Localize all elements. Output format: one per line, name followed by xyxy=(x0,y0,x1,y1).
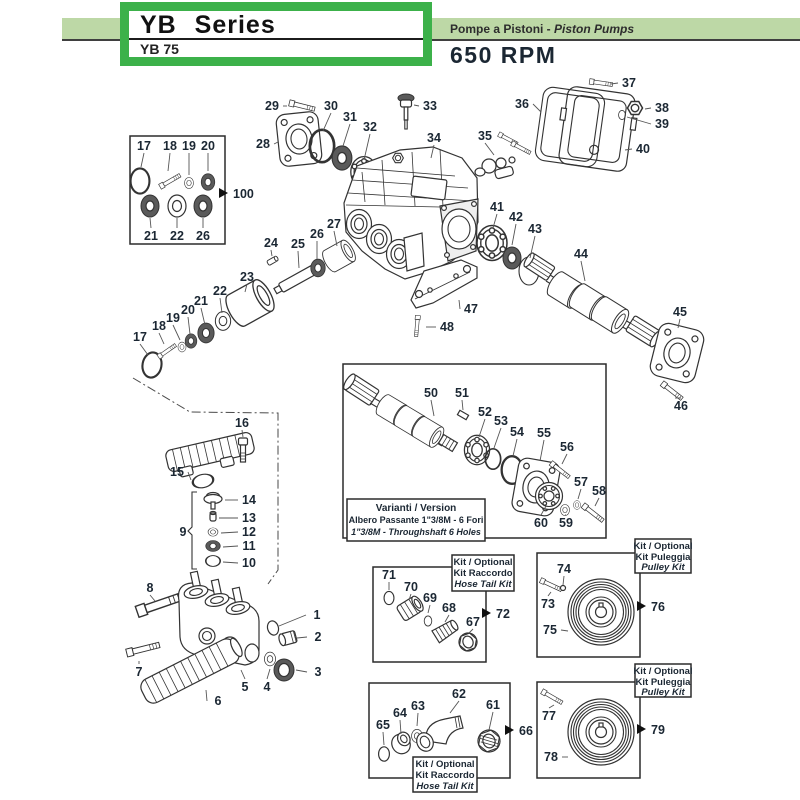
part-label-50: 50 xyxy=(424,386,438,400)
leader-line-18 xyxy=(159,333,164,344)
part-label-7: 7 xyxy=(135,665,143,679)
leader-line-30 xyxy=(323,113,331,131)
part-label-8: 8 xyxy=(146,581,154,595)
part-label-60: 60 xyxy=(534,516,548,530)
part-label-11: 11 xyxy=(242,539,256,553)
part-label-14: 14 xyxy=(242,493,256,507)
arrow-marker-79 xyxy=(637,724,646,734)
leader-line-4 xyxy=(267,669,270,679)
part-label-36: 36 xyxy=(515,97,529,111)
part-58-bolt xyxy=(581,503,605,523)
part-label-22: 22 xyxy=(213,284,227,298)
leader-line-17 xyxy=(141,153,144,167)
part-label-58: 58 xyxy=(592,484,606,498)
part-41-bearing xyxy=(477,226,507,261)
part-label-38: 38 xyxy=(655,101,669,115)
part-77-bolt xyxy=(541,689,564,705)
part-label-5: 5 xyxy=(241,680,249,694)
leader-line-44 xyxy=(581,261,585,281)
pulley-kit-line3: Pulley Kit xyxy=(641,687,685,698)
part-label-31: 31 xyxy=(343,110,357,124)
part-1-oring xyxy=(266,620,280,637)
part-15-oring xyxy=(192,472,215,489)
part-label-40: 40 xyxy=(636,142,650,156)
part-label-24: 24 xyxy=(264,236,278,250)
part-37-bolt xyxy=(589,79,613,88)
part-label-61: 61 xyxy=(486,698,500,712)
part-label-12: 12 xyxy=(242,525,256,539)
part-label-17: 17 xyxy=(137,139,151,153)
leader-line-17 xyxy=(140,344,148,355)
leader-line-1 xyxy=(279,615,306,626)
hose-kit-line3: Hose Tail Kit xyxy=(454,579,512,590)
part-12-washer xyxy=(208,528,218,536)
part-24-pin xyxy=(267,256,279,266)
leader-line-54 xyxy=(513,439,517,456)
part-label-70: 70 xyxy=(404,580,418,594)
part-74-pin xyxy=(561,586,566,591)
part-label-6: 6 xyxy=(214,694,222,708)
leader-line-73 xyxy=(548,592,551,596)
part-label-53: 53 xyxy=(494,414,508,428)
pulley-kit-2-label-box xyxy=(633,664,692,698)
arrow-marker-76 xyxy=(637,601,646,611)
part-29-bolt xyxy=(289,100,316,112)
leader-line-18 xyxy=(168,153,170,171)
leader-line-51 xyxy=(462,400,463,410)
part-label-10: 10 xyxy=(242,556,256,570)
leader-line-28 xyxy=(274,142,278,144)
leader-line-56 xyxy=(562,454,567,464)
leader-line-61 xyxy=(489,712,493,730)
part-label-76: 76 xyxy=(651,600,665,614)
leader-line-2 xyxy=(297,637,307,638)
part-label-45: 45 xyxy=(673,305,687,319)
part-label-64: 64 xyxy=(393,706,407,720)
leader-line-12 xyxy=(221,532,238,533)
part-label-25: 25 xyxy=(291,237,305,251)
leader-line-8 xyxy=(150,595,155,601)
leader-line-36 xyxy=(533,104,541,112)
part-label-47: 47 xyxy=(464,302,478,316)
pulley-kit-1-label-box xyxy=(633,539,692,573)
part-label-26: 26 xyxy=(196,229,210,243)
leader-line-55 xyxy=(540,440,544,461)
part-7-bolt xyxy=(126,641,161,657)
part-label-37: 37 xyxy=(622,76,636,90)
part-label-68: 68 xyxy=(442,601,456,615)
part-44-crankshaft-drawing xyxy=(522,252,667,351)
leader-line-42 xyxy=(512,224,516,245)
part-label-4: 4 xyxy=(263,680,271,694)
part-78-pulley-drawing xyxy=(568,699,634,765)
variant-line3: 1"3/8M - Throughshaft 6 Holes xyxy=(351,527,481,537)
part-label-15: 15 xyxy=(170,465,184,479)
leader-line-69 xyxy=(428,605,430,613)
hose-kit-1-label-box xyxy=(452,555,514,591)
part-label-48: 48 xyxy=(440,320,454,334)
pulley-kit-line2: Kit Puleggia xyxy=(635,677,691,688)
part-label-59: 59 xyxy=(559,516,573,530)
part-26-seal xyxy=(311,259,325,277)
part-label-63: 63 xyxy=(411,699,425,713)
variant-label-box xyxy=(347,499,485,541)
part-label-18: 18 xyxy=(163,139,177,153)
leader-line-57 xyxy=(578,489,581,499)
part-51-key xyxy=(457,410,468,419)
subtitle-italian: Pompe a Pistoni - xyxy=(450,21,555,36)
part-label-41: 41 xyxy=(490,200,504,214)
part-label-57: 57 xyxy=(574,475,588,489)
model-label: YB 75 xyxy=(140,41,179,57)
part-label-21: 21 xyxy=(144,229,158,243)
leader-line-62 xyxy=(450,701,459,713)
leader-line-21 xyxy=(201,308,205,325)
part-label-42: 42 xyxy=(509,210,523,224)
hose-kit-line3: Hose Tail Kit xyxy=(416,781,474,792)
hose-kit-line2: Kit Raccordo xyxy=(453,568,513,579)
part-38-plug xyxy=(628,102,643,115)
leader-line-33 xyxy=(414,105,419,106)
part-label-67: 67 xyxy=(466,615,480,629)
leader-line-10 xyxy=(223,562,238,563)
part-label-2: 2 xyxy=(314,630,322,644)
part-61-nut-drawing xyxy=(475,727,503,755)
leader-line-74 xyxy=(563,576,564,585)
part-label-46: 46 xyxy=(674,399,688,413)
rpm-label: 650 RPM xyxy=(450,42,557,68)
hose-kit-2-parts xyxy=(379,716,503,761)
part-label-39: 39 xyxy=(655,117,669,131)
part-59-nut xyxy=(561,505,570,516)
part-34-crankcase-drawing xyxy=(344,147,478,279)
part-3-cap xyxy=(274,659,294,681)
leader-line-63 xyxy=(417,713,418,726)
part-4-seal xyxy=(264,652,275,666)
part-label-78: 78 xyxy=(544,750,558,764)
part-label-44: 44 xyxy=(574,247,588,261)
hose-kit-2-label-box xyxy=(413,757,477,792)
part-label-71: 71 xyxy=(382,568,396,582)
hose-kit-line1: Kit / Optional xyxy=(453,557,513,568)
leader-line-58 xyxy=(595,498,599,506)
part-label-9: 9 xyxy=(179,525,187,539)
hose-kit-line2: Kit Raccordo xyxy=(415,770,475,781)
part-31-seal xyxy=(332,146,352,170)
leader-line-47 xyxy=(459,300,460,309)
leader-line-20 xyxy=(188,317,190,334)
series-title: YB Series xyxy=(140,11,276,39)
leader-line-24 xyxy=(271,250,272,256)
part-label-74: 74 xyxy=(557,562,571,576)
part-label-21: 21 xyxy=(194,294,208,308)
part-label-73: 73 xyxy=(541,597,555,611)
part-label-77: 77 xyxy=(542,709,556,723)
part-label-35: 35 xyxy=(478,129,492,143)
part-57-washer xyxy=(573,501,580,510)
part-9-bracket xyxy=(188,492,197,569)
leader-line-6 xyxy=(206,690,207,701)
pulley-kit-line2: Kit Puleggia xyxy=(635,552,691,563)
part-label-30: 30 xyxy=(324,99,338,113)
leader-line-3 xyxy=(296,670,307,672)
pulley-kit-line3: Pulley Kit xyxy=(641,562,685,573)
arrow-marker-100 xyxy=(219,188,228,198)
part-label-28: 28 xyxy=(256,137,270,151)
leader-line-75 xyxy=(561,630,568,631)
hose-kit-line1: Kit / Optional xyxy=(415,759,475,770)
leader-line-64 xyxy=(400,720,401,734)
leader-line-65 xyxy=(383,732,384,745)
part-8-bolt xyxy=(135,591,184,618)
leader-line-31 xyxy=(343,124,350,146)
part-label-100: 100 xyxy=(233,187,254,201)
part-label-17: 17 xyxy=(133,330,147,344)
leader-line-50 xyxy=(431,400,434,416)
leader-line-67 xyxy=(469,629,473,633)
variant-shaft-group xyxy=(342,372,469,451)
leader-line-35 xyxy=(485,143,494,155)
leader-line-22 xyxy=(220,298,222,313)
part-73-bolt xyxy=(539,578,562,593)
part-label-32: 32 xyxy=(363,120,377,134)
leader-line-21 xyxy=(150,218,151,228)
leader-line-53 xyxy=(494,428,501,448)
part-14-valve xyxy=(204,493,222,510)
part-label-16: 16 xyxy=(235,416,249,430)
leader-line-5 xyxy=(241,670,245,679)
part-label-54: 54 xyxy=(510,425,524,439)
leader-line-38 xyxy=(645,108,651,109)
part-label-13: 13 xyxy=(242,511,256,525)
pulley-kit-line1: Kit / Optional xyxy=(633,666,693,677)
series-box xyxy=(120,2,432,66)
assembly-axis-line xyxy=(133,378,278,584)
pulley-kit-line1: Kit / Optional xyxy=(633,541,693,552)
part-label-55: 55 xyxy=(537,426,551,440)
part-label-18: 18 xyxy=(152,319,166,333)
category-subtitle xyxy=(450,22,634,36)
part-label-65: 65 xyxy=(376,718,390,732)
variant-line2: Albero Passante 1"3/8M - 6 Fori xyxy=(348,515,484,525)
part-label-23: 23 xyxy=(240,270,254,284)
leader-line-25 xyxy=(298,251,299,268)
part-label-29: 29 xyxy=(265,99,279,113)
part-label-20: 20 xyxy=(201,139,215,153)
part-10-oring xyxy=(206,556,220,567)
part-label-34: 34 xyxy=(427,131,441,145)
leader-line-77 xyxy=(549,705,554,708)
part-2-plug xyxy=(278,630,298,646)
part-label-62: 62 xyxy=(452,687,466,701)
leader-line-52 xyxy=(479,419,485,437)
leader-line-19 xyxy=(173,325,180,340)
part-label-1: 1 xyxy=(313,608,321,622)
variant-line1: Varianti / Version xyxy=(375,503,457,514)
part-48-bolt xyxy=(414,315,421,336)
part-label-56: 56 xyxy=(560,440,574,454)
part-label-22: 22 xyxy=(170,229,184,243)
leader-line-68 xyxy=(445,615,449,622)
part-label-52: 52 xyxy=(478,405,492,419)
part-label-19: 19 xyxy=(182,139,196,153)
part-33-dipstick xyxy=(398,94,414,129)
part-label-43: 43 xyxy=(528,222,542,236)
part-75-pulley-drawing xyxy=(568,579,634,645)
part-label-51: 51 xyxy=(455,386,469,400)
seal-kit-100-parts xyxy=(131,168,215,217)
part-label-33: 33 xyxy=(423,99,437,113)
part-13-valve-part xyxy=(210,511,216,521)
subtitle-english: Piston Pumps xyxy=(554,21,635,36)
leader-line-11 xyxy=(223,546,238,547)
part-11-seal xyxy=(206,541,220,552)
part-label-26: 26 xyxy=(310,227,324,241)
leader-line-32 xyxy=(364,134,370,160)
part-label-79: 79 xyxy=(651,723,665,737)
part-label-66: 66 xyxy=(519,724,533,738)
part-62-elbow-drawing xyxy=(414,716,463,754)
part-label-19: 19 xyxy=(166,311,180,325)
part-label-20: 20 xyxy=(181,303,195,317)
part-60-hub xyxy=(536,483,563,510)
part-label-75: 75 xyxy=(543,623,557,637)
part-label-72: 72 xyxy=(496,607,510,621)
part-label-27: 27 xyxy=(327,217,341,231)
part-label-69: 69 xyxy=(423,591,437,605)
part-42-seal xyxy=(503,247,521,269)
part-label-3: 3 xyxy=(314,665,322,679)
